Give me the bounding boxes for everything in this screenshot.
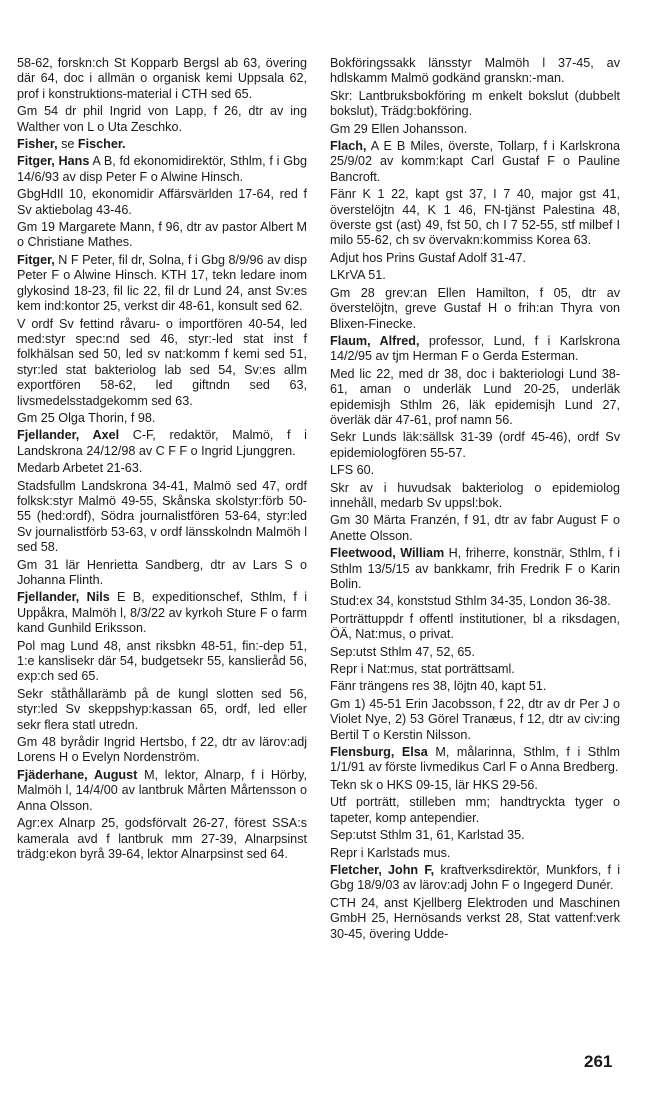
paragraph: Med lic 22, med dr 38, doc i bakteriologi Lund 38-61, aman o underläk Lund 20-25, underläk epidemisjh Sthlm 26, läk epidemisjh Lund 27, överläk där 47-61, prof namn 56. (330, 366, 620, 427)
paragraph: Agr:ex Alnarp 25, godsförvalt 26-27, förest SSA:s kamerala avd f lantbruk mm 27-39, Alnarpsinst trädg:ekon byrå 39-64, lektor Alnarpsinst sed 64. (17, 816, 307, 861)
paragraph: LKrVA 51. (330, 268, 386, 283)
paragraph: Sekr ståthållarämb på de kungl slotten sed 56, styr:led Sv skeppshyp:kassan 65, ordf, led eller sekr flera statl utredn. (17, 686, 307, 732)
entry-fjellander-nils: Fjellander, Nils E B, expeditionschef, Sthlm, f i Uppåkra, Malmöh l, 8/3/22 av kyrkoh Sture F o farm kand Gunhild Eriksson. (17, 590, 307, 636)
paragraph: Gm 48 byrådir Ingrid Hertsbo, f 22, dtr av lärov:adj Lorens H o Evelyn Nordenström. (17, 735, 307, 765)
paragraph: Medarb Arbetet 21-63. (17, 461, 143, 476)
paragraph: Gm 1) 45-51 Erin Jacobsson, f 22, dtr av dr Per J o Violet Nye, 2) 53 Görel Tranæus, f 12, dtr av civ:ing Bertil T o Kerstin Nilsson. (330, 696, 620, 742)
paragraph: Stadsfullm Landskrona 34-41, Malmö sed 47, ordf folksk:styr Malmö 49-55, Skånska skolstyr:förb 50-55 (hed:ordf), Södra journalistfören 53-64, styr:led Sv journalistförb 53-63, v ordf länsskolndn Malmöh l sed 58. (17, 478, 307, 555)
paragraph: Gm 28 grev:an Ellen Hamilton, f 05, dtr av överstelöjtn, greve Gustaf H o frih:an Thyra von Blixen-Finecke. (330, 285, 620, 331)
paragraph: Utf porträtt, stilleben mm; handtryckta tyger o tapeter, komp antependier. (330, 795, 620, 825)
paragraph: Sekr Lunds läk:sällsk 31-39 (ordf 45-46), ordf Sv epidemiologfören 55-57. (330, 430, 620, 460)
entry-fisher: Fisher, se Fischer. (17, 137, 126, 152)
paragraph: Gm 19 Margarete Mann, f 96, dtr av pastor Albert M o Christiane Mathes. (17, 220, 307, 250)
entry-flensburg-elsa: Flensburg, Elsa M, målarinna, Sthlm, f i Sthlm 1/1/91 av förste livmedikus Carl F o Anna Bredberg. (330, 745, 620, 775)
right-column (330, 56, 620, 944)
paragraph: Gm 25 Olga Thorin, f 98. (17, 410, 156, 425)
entry-fleetwood-william: Fleetwood, William H, friherre, konstnär, Sthlm, f i Sthlm 13/5/15 av bankkamr, frih Fredrik F o Karin Bolin. (330, 546, 620, 591)
paragraph: Bokföringssakk länsstyr Malmöh l 37-45, av hdlskamm Malmö godkänd granskn:-man. (330, 56, 620, 86)
entry-fjellander-axel: Fjellander, Axel C-F, redaktör, Malmö, f i Landskrona 24/12/98 av C F F o Ingrid Ljunggren. (17, 428, 307, 458)
entry-flach: Flach, A E B Miles, överste, Tollarp, f i Karlskrona 25/9/02 av komm:kapt Carl Gustaf F o Pauline Bancroft. (330, 139, 620, 184)
paragraph: Repr i Nat:mus, stat porträttsaml. (330, 662, 515, 677)
paragraph: Porträttuppdr f offentl institutioner, bl a riksdagen, ÖÄ, Nat:mus, o privat. (330, 611, 620, 642)
left-column (17, 56, 307, 864)
entry-fitger-peter: Fitger, N F Peter, fil dr, Solna, f i Gbg 8/9/96 av disp Peter F o Alwine Hinsch. KTH 17, tekn ledare inom glykosind 18-23, fil lic 22, fil dr Lund 24, anst Sv:es kem ind:kontor 25, verkst dir 48-61, konsult sed 62. (17, 252, 307, 314)
paragraph: Gm 54 dr phil Ingrid von Lapp, f 26, dtr av ing Walther von L o Uta Zeschko. (17, 104, 307, 134)
paragraph: Repr i Karlstads mus. (330, 845, 451, 860)
paragraph: 58-62, forskn:ch St Kopparb Bergsl ab 63, övering där 64, doc i allmän o organisk kemi Uppsala 62, prof i konstruktions-material i CTH sed 65. (17, 56, 307, 101)
paragraph: Stud:ex 34, konststud Sthlm 34-35, London 36-38. (330, 594, 611, 609)
page-number: 261 (584, 1052, 613, 1071)
entry-fjaderhane-august: Fjäderhane, August M, lektor, Alnarp, f i Hörby, Malmöh l, 14/4/00 av lantbruk Mårten Mårtensson o Anna Olsson. (17, 767, 307, 813)
entry-fletcher-john: Fletcher, John F, kraftverksdirektör, Munkfors, f i Gbg 18/9/03 av lärov:adj John F o Ingegerd Dunér. (330, 862, 620, 893)
paragraph: CTH 24, anst Kjellberg Elektroden und Maschinen GmbH 25, Hernösands verkst 28, Stat vattenf:verk 30-45, övering Udde- (330, 895, 620, 941)
paragraph: Gm 29 Ellen Johansson. (330, 121, 468, 136)
paragraph: Skr: Lantbruksbokföring m enkelt bokslut (dubbelt bokslut), Trädg:bokföring. (330, 88, 620, 119)
paragraph: GbgHdIl 10, ekonomidir Affärsvärlden 17-64, red f Sv aktiebolag 43-46. (17, 187, 307, 217)
paragraph: Sep:utst Sthlm 47, 52, 65. (330, 644, 475, 659)
entry-flaum-alfred: Flaum, Alfred, professor, Lund, f i Karlskrona 14/2/95 av tjm Herman F o Gerda Esterman. (330, 333, 620, 364)
paragraph: Gm 31 lär Henrietta Sandberg, dtr av Lars S o Johanna Flinth. (17, 557, 307, 587)
paragraph: Fänr trängens res 38, löjtn 40, kapt 51. (330, 679, 547, 694)
paragraph: Pol mag Lund 48, anst riksbkn 48-51, fin:-dep 51, 1:e kanslisekr där 54, budgetsekr 55, kanslieråd 56, exp:ch sed 65. (17, 638, 307, 684)
paragraph: LFS 60. (330, 463, 375, 478)
paragraph: Skr av i huvudsak bakteriolog o epidemiolog innehåll, medarb Sv uppsl:bok. (330, 480, 620, 510)
paragraph: V ordf Sv fettind råvaru- o importfören 40-54, led med:styr spec:nd sed 46, styr:-led stat inst f folkhälsan sed 50, led sv nat:komm f kemi sed 51, styr:led stat bakteriolog lab sed 54, Sv:es allm exportfören 58-62, led giftndn sed 63, livsmedelsstadgekomm sed 63. (17, 316, 307, 408)
entry-fitger-hans: Fitger, Hans A B, fd ekonomidirektör, Sthlm, f i Gbg 14/6/93 av disp Peter F o Alwine Hinsch. (17, 154, 307, 184)
paragraph: Adjut hos Prins Gustaf Adolf 31-47. (330, 250, 527, 265)
paragraph: Gm 30 Märta Franzén, f 91, dtr av fabr August F o Anette Olsson. (330, 513, 620, 543)
paragraph: Tekn sk o HKS 09-15, lär HKS 29-56. (330, 777, 538, 792)
paragraph: Fänr K 1 22, kapt gst 37, I 7 40, major gst 41, överstelöjtn 44, K 1 46, FN-tjänst Palestina 48, överste gst (ast) 49, fst 50, ch I 7 52-55, stf milbef I milo 55-62, ch sv övervakn:kommiss Korea 63. (330, 187, 620, 248)
paragraph: Sep:utst Sthlm 31, 61, Karlstad 35. (330, 828, 525, 843)
